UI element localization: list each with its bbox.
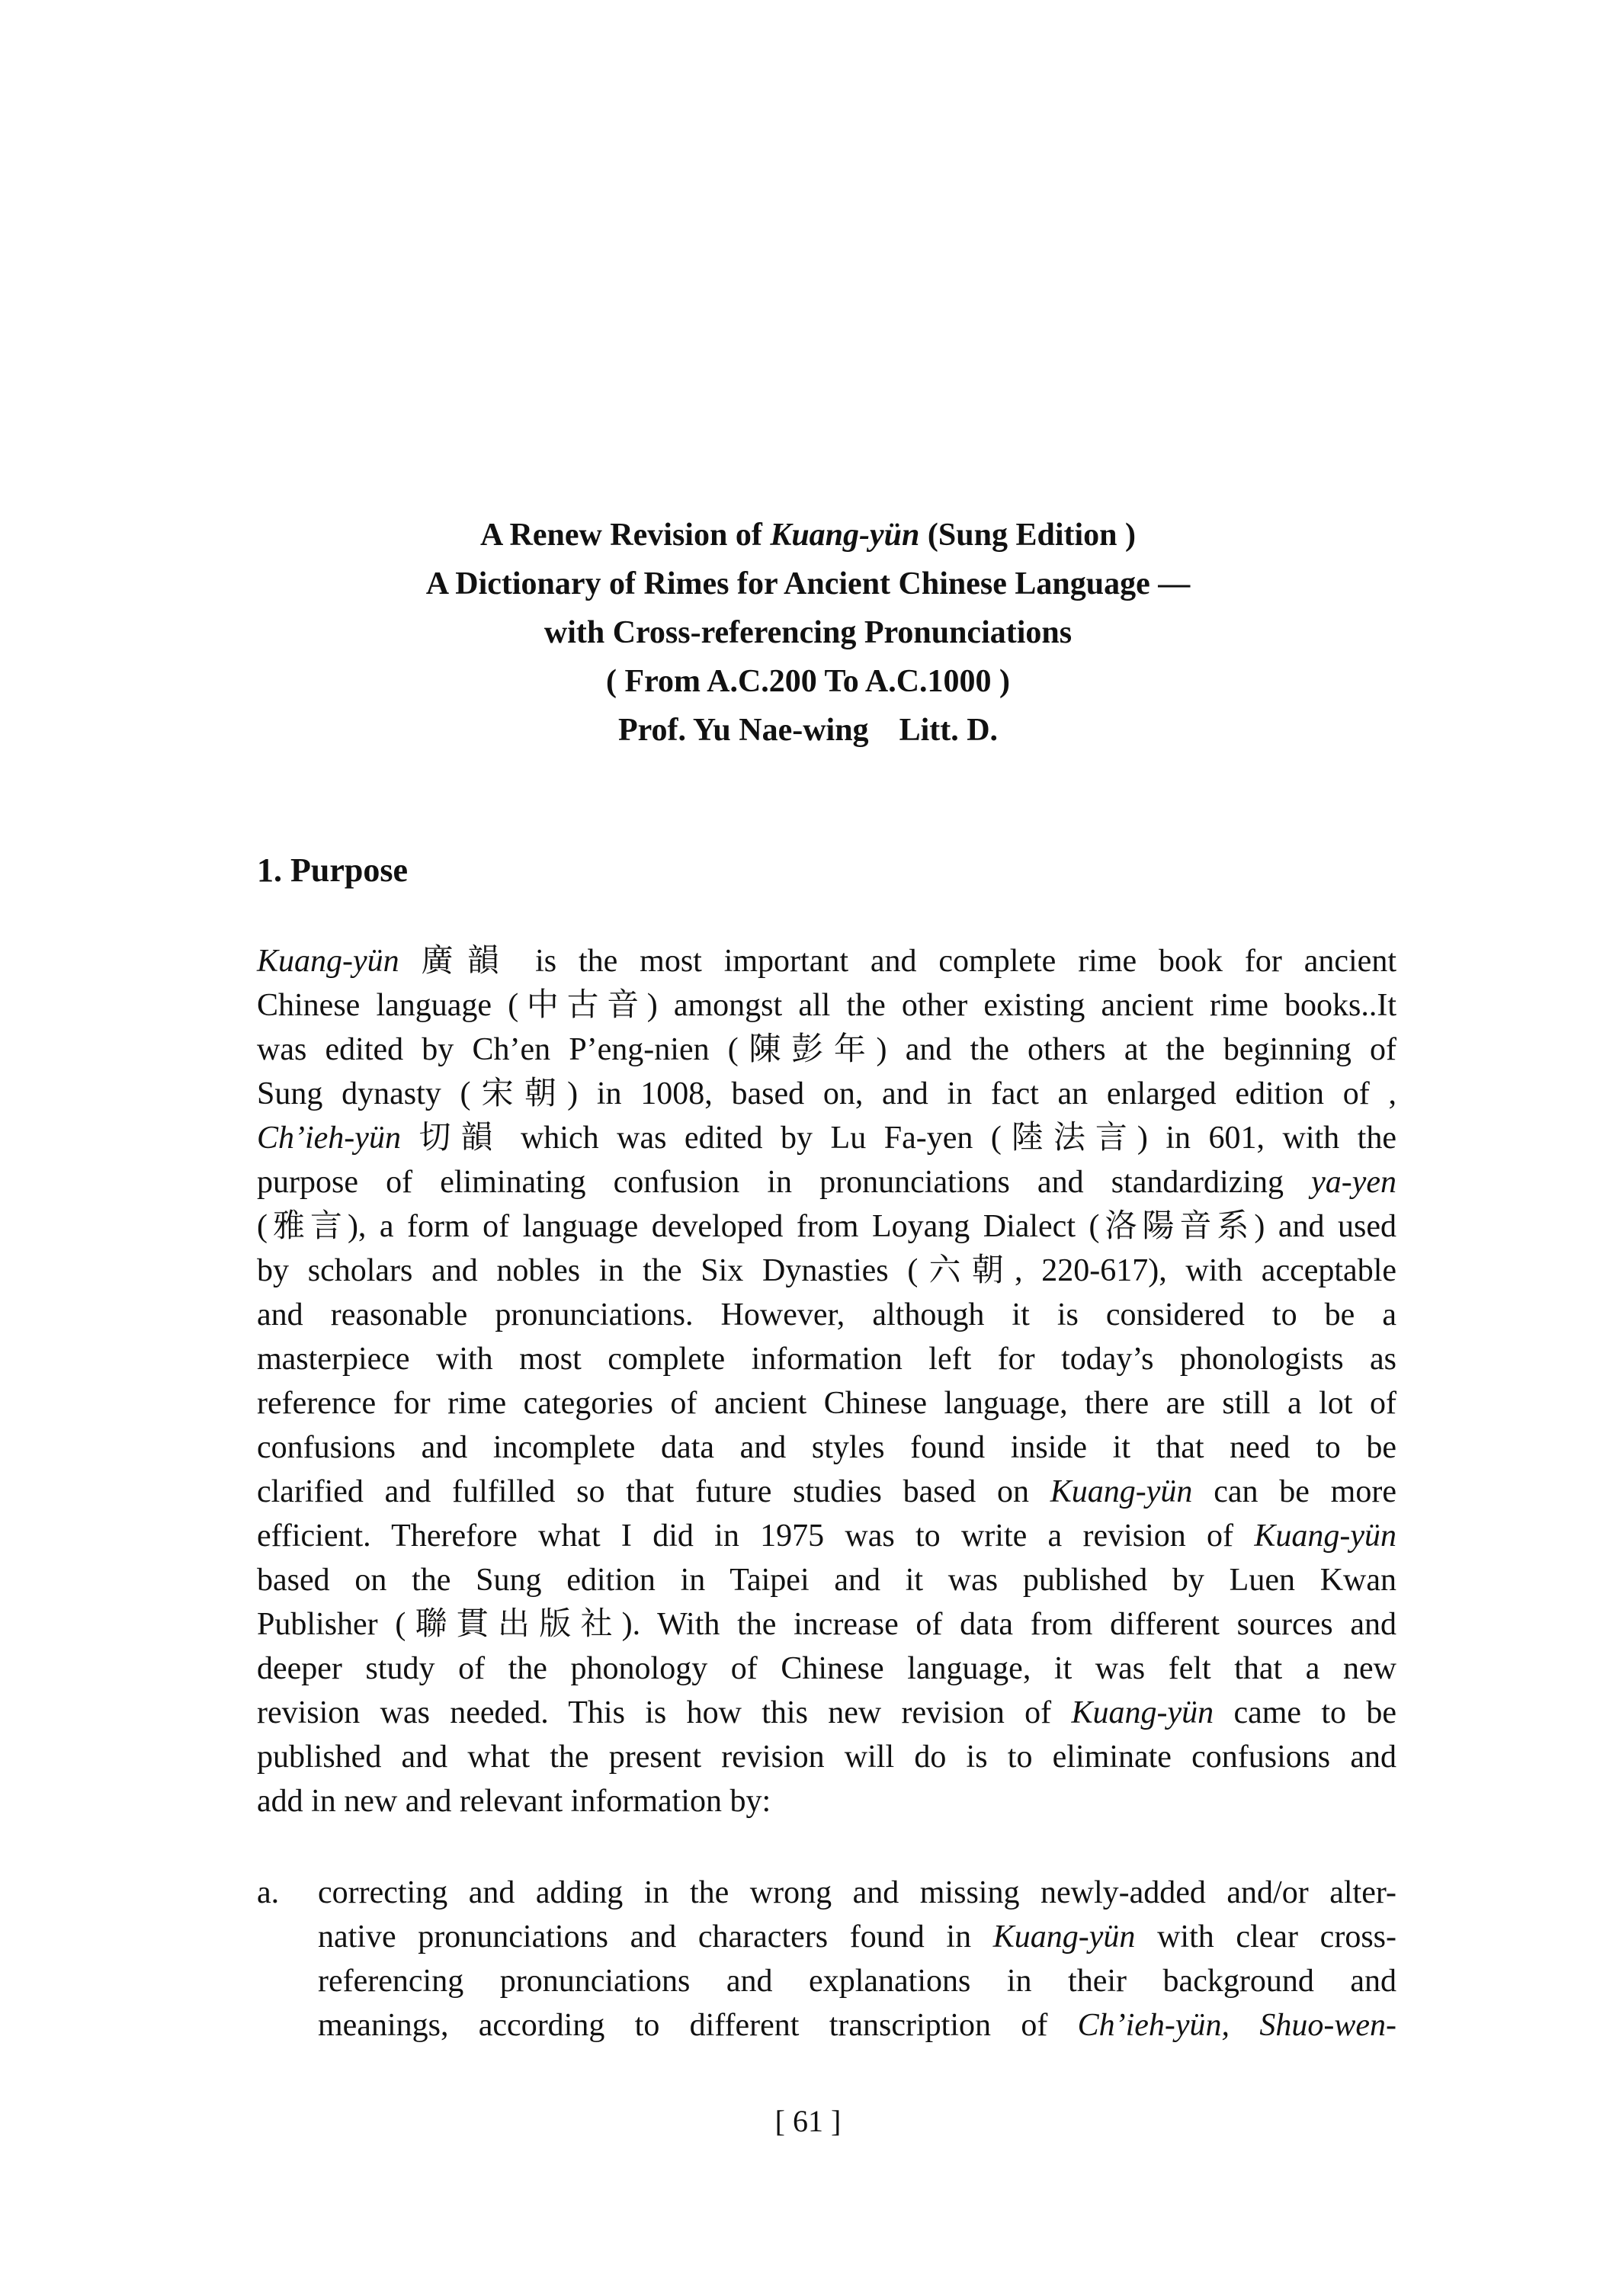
paragraph-line [257, 1735, 1396, 1779]
text-run: clarified and fulfilled so that future studies based on [257, 1474, 1050, 1509]
text-run: Chinese language (中古音) amongst all the other existing ancient rime books..It [257, 988, 1396, 1023]
list-line [318, 1871, 1396, 1915]
list-marker: a. [257, 1875, 280, 1910]
paragraph-line [257, 1514, 1396, 1558]
text-run: Sung dynasty (宋朝) in 1008, based on, and in fact an enlarged edition of , [257, 1076, 1396, 1111]
text-run: confusions and incomplete data and styles found inside it that need to be [257, 1430, 1396, 1465]
section-heading: 1. Purpose [257, 851, 408, 889]
author-name: Prof. Yu Nae-wing [617, 713, 869, 748]
list-line [318, 1915, 1396, 1959]
italic-term: Kuang-yün [1254, 1518, 1396, 1554]
italic-term: Kuang-yün [257, 944, 399, 979]
paragraph-line [257, 1337, 1396, 1381]
text-run: came to be [1214, 1695, 1397, 1730]
paragraph-line [257, 1204, 1396, 1249]
text-run: and reasonable pronunciations. However, although it is considered to be a [257, 1297, 1396, 1332]
text-run: (雅言), a form of language developed from Loyang Dialect (洛陽音系) and used [257, 1209, 1396, 1244]
italic-term: ya-yen [1311, 1165, 1396, 1200]
list-line [318, 2003, 1396, 2047]
text-run: 廣韻 is the most important and complete rime book for ancient [399, 944, 1396, 979]
text-run: revision was needed. This is how this new revision of [257, 1695, 1072, 1730]
list-line [318, 1959, 1396, 2003]
text-run: Publisher (聯貫出版社). With the increase of data from different sources and [257, 1607, 1396, 1642]
text-run: correcting and adding in the wrong and missing newly-added and/or alter- [318, 1875, 1396, 1910]
list-item-a [257, 1871, 1396, 2047]
text-run: add in new and relevant information by: [257, 1784, 771, 1819]
paragraph-line [257, 939, 1396, 983]
paragraph-line [257, 1249, 1396, 1293]
paragraph-line [257, 1425, 1396, 1470]
text-run: based on the Sung edition in Taipei and it was published by Luen Kwan [257, 1563, 1396, 1598]
text-run: native pronunciations and characters found in [318, 1919, 993, 1954]
text-run: can be more [1192, 1474, 1396, 1509]
italic-term: Kuang-yün [1071, 1695, 1214, 1730]
text-run: was edited by Ch’en P’eng-nien (陳彭年) and the others at the beginning of [257, 1032, 1396, 1067]
text-run: efficient. Therefore what I did in 1975 was to write a revision of [257, 1518, 1255, 1554]
paragraph-line [257, 1558, 1396, 1602]
text-run: deeper study of the phonology of Chinese language, it was felt that a new [257, 1651, 1396, 1686]
paragraph-line [257, 1116, 1396, 1160]
text-run: purpose of eliminating confusion in pronunciations and standardizing [257, 1165, 1312, 1200]
text-run: meanings, according to different transcription of [318, 2008, 1078, 2043]
paragraph-line [257, 1160, 1396, 1204]
text-run: published and what the present revision will do is to eliminate confusions and [257, 1740, 1396, 1775]
text-run: 切韻 which was edited by Lu Fa-yen (陸法言) in 601, with the [400, 1121, 1396, 1156]
text-run: with clear cross- [1135, 1919, 1396, 1954]
title-line-4: ( From A.C.200 To A.C.1000 ) [605, 664, 1011, 699]
italic-term: Kuang-yün [992, 1919, 1136, 1954]
text-run: referencing pronunciations and explanations in their background and [318, 1964, 1396, 1999]
author-degree: Litt. D. [899, 713, 999, 748]
body-paragraph [257, 939, 1396, 1823]
paragraph-line [257, 1647, 1396, 1691]
title-block [0, 511, 1616, 755]
text-run: reference for rime categories of ancient Chinese language, there are still a lot of [257, 1386, 1396, 1421]
text-run: by scholars and nobles in the Six Dynasties (六朝, 220-617), with acceptable [257, 1253, 1396, 1288]
author-line [0, 706, 1616, 755]
page-number: [ 61 ] [774, 2104, 842, 2138]
italic-term: Ch’ieh-yün, Shuo-wen- [1077, 2008, 1396, 2043]
paragraph-line [257, 1381, 1396, 1425]
paragraph-line [257, 1779, 1396, 1823]
title-line-3: with Cross-referencing Pronunciations [543, 615, 1073, 650]
paragraph-line [257, 1072, 1396, 1116]
paragraph-line [257, 1691, 1396, 1735]
paragraph-line [257, 1602, 1396, 1647]
paragraph-line [257, 1028, 1396, 1072]
title-italic: Kuang-yün [770, 518, 920, 553]
text-run: masterpiece with most complete information left for today’s phonologists as [257, 1342, 1396, 1377]
title-line-2: A Dictionary of Rimes for Ancient Chinese Language — [425, 566, 1191, 601]
paragraph-line [257, 1470, 1396, 1514]
paragraph-line [257, 1293, 1396, 1337]
italic-term: Kuang-yün [1050, 1474, 1193, 1509]
paragraph-line [257, 983, 1396, 1028]
title-line-1: A Renew Revision of Kuang-yün (Sung Edition ) [479, 518, 1136, 553]
italic-term: Ch’ieh-yün [257, 1121, 401, 1156]
list-item-text [318, 1871, 1396, 2047]
